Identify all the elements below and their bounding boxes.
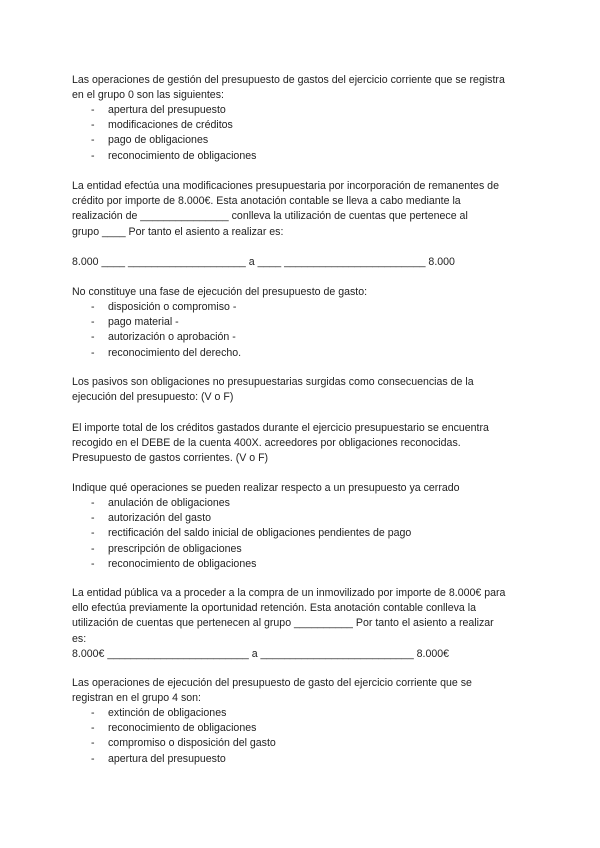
question-3-options (72, 300, 241, 361)
list-item: - reconocimiento de obligaciones (72, 149, 256, 164)
list-item: - autorización o aprobación - (72, 330, 241, 345)
question-3-intro (72, 285, 532, 300)
list-item: - disposición o compromiso - (72, 300, 241, 315)
text-line: Presupuesto de gastos corrientes. (V o F) (72, 452, 269, 465)
text-line: ello efectúa previamente la oportunidad retención. Esta anotación contable conlleva la (72, 602, 477, 615)
question-2-text (72, 179, 532, 240)
list-item: - pago material - (72, 315, 241, 330)
text-line: crédito por importe de 8.000€. Esta anotación contable se lleva a cabo mediante la (72, 195, 461, 208)
text-line: grupo ____ Por tanto el asiento a realizar es: (72, 225, 284, 238)
list-item: - apertura del presupuesto (72, 103, 256, 118)
list-item: - anulación de obligaciones (72, 496, 411, 511)
list-item: - autorización del gasto (72, 511, 411, 526)
question-7-entry: 8.000€ ________________________ a __________________________ 8.000€ (72, 648, 450, 660)
text-line: registran en el grupo 4 son: (72, 692, 201, 705)
question-4-text (72, 375, 532, 405)
question-7-text (72, 586, 532, 647)
text-line: Las operaciones de ejecución del presupuesto de gasto del ejercicio corriente que se (72, 677, 472, 689)
text-line: Las operaciones de gestión del presupuesto de gastos del ejercicio corriente que se registra (72, 74, 505, 86)
text-line: es: (72, 632, 87, 645)
text-line: realización de _______________ conlleva la utilización de cuentas que pertenece al (72, 210, 468, 223)
text-line: El importe total de los créditos gastados durante el ejercicio presupuestario se encuentra (72, 422, 489, 434)
list-item: - reconocimiento del derecho. (72, 346, 241, 361)
text-line: No constituye una fase de ejecución del presupuesto de gasto: (72, 286, 368, 298)
list-item: - compromiso o disposición del gasto (72, 736, 276, 751)
list-item: - reconocimiento de obligaciones (72, 557, 411, 572)
list-item: - rectificación del saldo inicial de obligaciones pendientes de pago (72, 526, 411, 541)
question-6-options (72, 496, 411, 572)
list-item: - prescripción de obligaciones (72, 542, 411, 557)
text-line: en el grupo 0 son las siguientes: (72, 89, 224, 102)
text-line: utilización de cuentas que pertenecen al grupo __________ Por tanto el asiento a realizar (72, 617, 494, 630)
text-line: ejecución del presupuesto: (V o F) (72, 391, 234, 404)
text-line: Los pasivos son obligaciones no presupuestarias surgidas como consecuencias de la (72, 376, 474, 388)
list-item: - reconocimiento de obligaciones (72, 721, 276, 736)
list-item: - modificaciones de créditos (72, 118, 256, 133)
list-item: - apertura del presupuesto (72, 752, 276, 767)
text-line: La entidad pública va a proceder a la compra de un inmovilizado por importe de 8.000€ para (72, 587, 506, 599)
question-6-intro (72, 481, 532, 496)
text-line: La entidad efectúa una modificaciones presupuestaria por incorporación de remanentes de (72, 180, 499, 192)
question-2-entry: 8.000 ____ ____________________ a ____ ________________________ 8.000 (72, 256, 455, 268)
list-item: - pago de obligaciones (72, 133, 256, 148)
question-8-options (72, 706, 276, 767)
question-8-intro (72, 676, 532, 706)
text-line: recogido en el DEBE de la cuenta 400X. acreedores por obligaciones reconocidas. (72, 437, 461, 450)
list-item: - extinción de obligaciones (72, 706, 276, 721)
question-1-intro (72, 73, 532, 103)
text-line: Indique qué operaciones se pueden realizar respecto a un presupuesto ya cerrado (72, 482, 460, 494)
question-1-options (72, 103, 256, 164)
question-5-text (72, 421, 532, 467)
